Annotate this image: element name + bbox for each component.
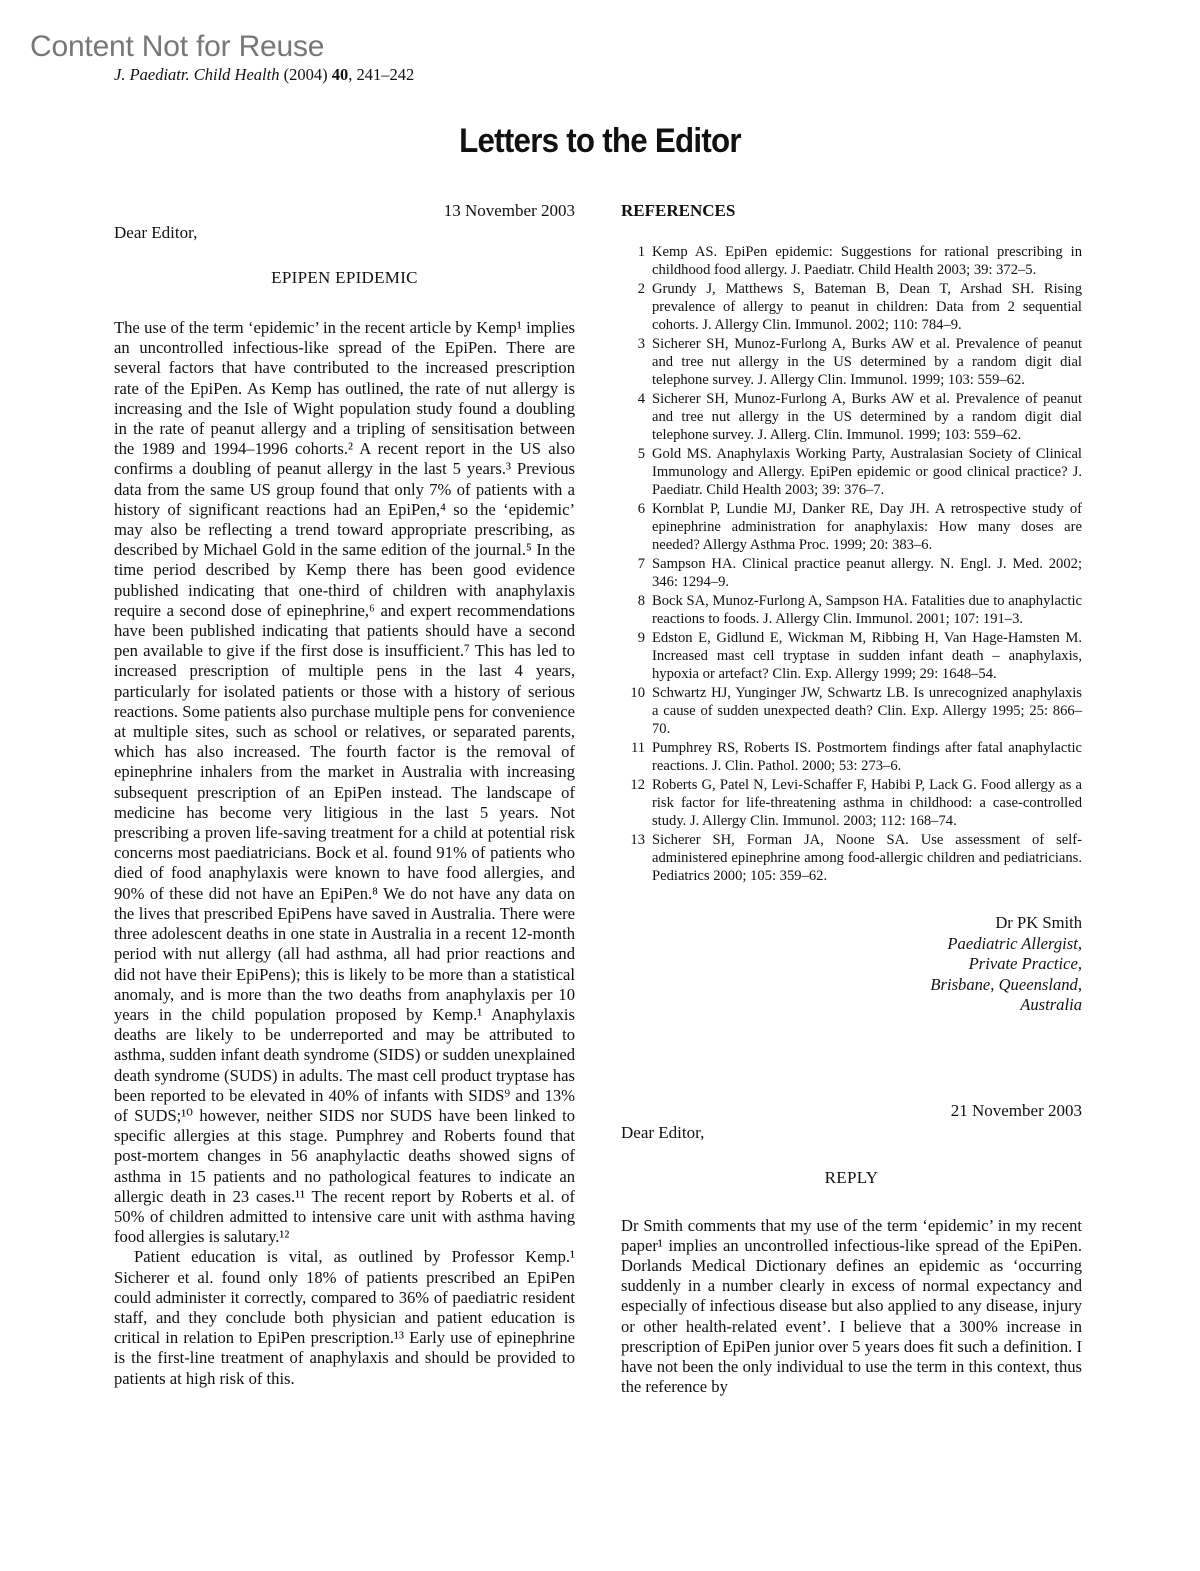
reference-text: Sicherer SH, Munoz-Furlong A, Burks AW et al. Prevalence of peanut and tree nut allergy in the US determined by a random digit dial telephone survey. J. Allergy Clin. Immunol. 1999; 103: 559–62. bbox=[652, 336, 1082, 388]
letter-paragraph-1: The use of the term ‘epidemic’ in the recent article by Kemp¹ implies an uncontrolled infectious-like spread of the EpiPen. There are several factors that have contributed to the increased prescription rate of the EpiPen. As Kemp has outlined, the rate of nut allergy is increasing and the Isle of Wight population study found a doubling in the rate of peanut allergy and a tripling of sensitisation between the 1989 and 1994–1996 cohorts.² A recent report in the US also confirms a doubling of peanut allergy in the last 5 years.³ Previous data from the same US group found that only 7% of patients with a history of significant reactions had an EpiPen,⁴ so the ‘epidemic’ may also be reflecting a trend toward appropriate prescribing, as described by Michael Gold in the same edition of the journal.⁵ In the time period described by Kemp there has been good evidence published indicating that one-third of children with anaphylaxis require a second dose of epinephrine,⁶ and expert recommendations have been published indicating that patients should have a second pen available to give if the first dose is insufficient.⁷ This has led to increased prescription of multiple pens in the last 4 years, particularly for isolated patients or those with a history of serious reactions. Some patients also purchase multiple pens for convenience at multiple sites, such as school or relatives, or separated parents, which has also increased. The fourth factor is the removal of epinephrine inhalers from the market in Australia with increasing subsequent prescription of an EpiPen instead. The landscape of medicine has become very litigious in the last 5 years. Not prescribing a proven life-saving treatment for a child at potential risk concerns most paediatricians. Bock et al. found 91% of patients who died of food anaphylaxis were known to have food allergies, and 90% of these did not have an EpiPen.⁸ We do not have any data on the lives that prescribed EpiPens have saved in Australia. There were three adolescent deaths in one state in Australia in a recent 12-month period with nut allergy (all had asthma, all had prior reactions and did not have their EpiPens); this is likely to be more than a statistical anomaly, and is more than the two deaths from anaphylaxis per 10 years in the child population proposed by Kemp.¹ Anaphylaxis deaths are likely to be underreported and may be attributed to asthma, sudden infant death syndrome (SIDS) or sudden unexplained death syndrome (SUDS) in adults. The mast cell product tryptase has been reported to be elevated in 40% of infants with SIDS⁹ and 13% of SUDS;¹⁰ however, neither SIDS nor SUDS have been linked to specific allergies at this stage. Pumphrey and Roberts found that post-mortem changes in 56 anaphylactic deaths showed signs of asthma in 15 patients and no pathological features to indicate an allergic death in 23 cases.¹¹ The recent report by Roberts et al. of 50% of children admitted to intensive care unit with asthma having food allergies is salutary.¹² bbox=[114, 318, 575, 1247]
reference-item bbox=[621, 629, 1082, 683]
reference-item bbox=[621, 500, 1082, 554]
author-affiliation-line: Private Practice, bbox=[968, 954, 1082, 973]
reference-item bbox=[621, 831, 1082, 885]
reference-item bbox=[621, 776, 1082, 830]
page-title: Letters to the Editor bbox=[459, 122, 741, 160]
watermark: Content Not for Reuse bbox=[30, 30, 325, 63]
journal-name: J. Paediatr. Child Health bbox=[114, 65, 280, 84]
reference-text: Kornblat P, Lundie MJ, Danker RE, Day JH. A retrospective study of epinephrine administration for anaphylaxis: How many doses are needed? Allergy Asthma Proc. 1999; 20: 383–6. bbox=[652, 501, 1082, 553]
reference-item bbox=[621, 592, 1082, 628]
reference-number: 9 bbox=[637, 630, 645, 646]
reference-item bbox=[621, 243, 1082, 279]
journal-citation bbox=[114, 65, 414, 85]
reference-text: Grundy J, Matthews S, Bateman B, Dean T, Arshad SH. Rising prevalence of allergy to peanut in children: Data from 2 sequential cohorts. J. Allergy Clin. Immunol. 2002; 110: 784–9. bbox=[652, 281, 1082, 333]
left-column bbox=[114, 201, 575, 1389]
reply-date: 21 November 2003 bbox=[950, 1100, 1082, 1120]
letter-paragraph-2: Patient education is vital, as outlined by Professor Kemp.¹ Sicherer et al. found only 18% of patients prescribed an EpiPen could administer it correctly, compared to 36% of paediatric resident staff, and they conclude both physician and patient education is critical in relation to EpiPen prescription.¹³ Early use of epinephrine is the first-line treatment of anaphylaxis and should be provided to patients at high risk of this. bbox=[114, 1247, 575, 1388]
reference-item bbox=[621, 335, 1082, 389]
reference-number: 11 bbox=[630, 740, 645, 756]
reference-number: 2 bbox=[637, 281, 645, 297]
reply-heading: REPLY bbox=[824, 1167, 879, 1187]
reply-salutation: Dear Editor, bbox=[621, 1122, 705, 1142]
reference-text: Sampson HA. Clinical practice peanut allergy. N. Engl. J. Med. 2002; 346: 1294–9. bbox=[652, 556, 1082, 590]
reference-item bbox=[621, 555, 1082, 591]
author-affiliation-line: Australia bbox=[1020, 995, 1082, 1014]
reference-text: Edston E, Gidlund E, Wickman M, Ribbing H, Van Hage-Hamsten M. Increased mast cell tryptase in sudden infant death – anaphylaxis, hypoxia or artefact? Clin. Exp. Allergy 1999; 29: 1648–54. bbox=[652, 630, 1082, 682]
journal-year: (2004) bbox=[283, 65, 328, 84]
reference-number: 5 bbox=[637, 446, 645, 462]
reference-item bbox=[621, 445, 1082, 499]
reference-text: Gold MS. Anaphylaxis Working Party, Australasian Society of Clinical Immunology and Allergy. EpiPen epidemic or good clinical practice? J. Paediatr. Child Health 2003; 39: 376–7. bbox=[652, 446, 1082, 498]
author-affiliation-line: Paediatric Allergist, bbox=[947, 933, 1082, 953]
reference-item bbox=[621, 684, 1082, 738]
letter-date: 13 November 2003 bbox=[443, 201, 575, 220]
journal-pages: , 241–242 bbox=[348, 65, 415, 84]
reference-item bbox=[621, 280, 1082, 334]
reference-number: 6 bbox=[637, 501, 645, 517]
author-affiliation-line: Brisbane, Queensland, bbox=[930, 974, 1082, 994]
reference-item bbox=[621, 390, 1082, 444]
reference-text: Roberts G, Patel N, Levi-Schaffer F, Habibi P, Lack G. Food allergy as a risk factor for life-threatening asthma in childhood: a case-controlled study. J. Allergy Clin. Immunol. 2003; 112: 168–74. bbox=[652, 777, 1082, 829]
references-heading: REFERENCES bbox=[621, 201, 736, 220]
reference-text: Sicherer SH, Munoz-Furlong A, Burks AW et al. Prevalence of peanut and tree nut allergy in the US determined by a random digit dial telephone survey. J. Allerg. Clin. Immunol. 1999; 103: 559–62. bbox=[652, 391, 1082, 443]
reference-text: Kemp AS. EpiPen epidemic: Suggestions for rational prescribing in childhood food allergy. J. Paediatr. Child Health 2003; 39: 372–5. bbox=[652, 244, 1082, 278]
reference-number: 12 bbox=[630, 777, 645, 793]
reference-text: Bock SA, Munoz-Furlong A, Sampson HA. Fatalities due to anaphylactic reactions to foods. J. Allergy Clin. Immunol. 2001; 107: 191–3. bbox=[652, 593, 1082, 627]
reference-number: 10 bbox=[630, 685, 645, 701]
reference-item bbox=[621, 739, 1082, 775]
reference-list bbox=[621, 243, 1082, 885]
right-column bbox=[621, 201, 1082, 1397]
reference-number: 1 bbox=[637, 244, 645, 260]
reference-number: 7 bbox=[637, 556, 645, 572]
reply-paragraph: Dr Smith comments that my use of the term ‘epidemic’ in my recent paper¹ implies an uncontrolled infectious-like spread of the EpiPen. Dorlands Medical Dictionary defines an epidemic as ‘occurring suddenly in a number clearly in excess of normal expectancy and especially of infectious disease but also applied to any disease, injury or other health-related event’. I believe that a 300% increase in prescription of EpiPen junior over 5 years does fit such a definition. I have not been the only individual to use the term in this context, thus the reference by bbox=[621, 1215, 1082, 1397]
reference-number: 13 bbox=[630, 832, 645, 848]
journal-volume: 40 bbox=[331, 65, 349, 84]
reference-text: Pumphrey RS, Roberts IS. Postmortem findings after fatal anaphylactic reactions. J. Clin. Pathol. 2000; 53: 273–6. bbox=[652, 740, 1082, 774]
letter-heading: EPIPEN EPIDEMIC bbox=[271, 268, 418, 287]
signature-block bbox=[621, 913, 1082, 1016]
reference-number: 8 bbox=[637, 593, 645, 609]
author-name: Dr PK Smith bbox=[995, 913, 1082, 932]
reference-text: Schwartz HJ, Yunginger JW, Schwartz LB. Is unrecognized anaphylaxis a cause of sudden unexpected death? Clin. Exp. Allergy 1995; 25: 866–70. bbox=[652, 685, 1082, 737]
letter-salutation: Dear Editor, bbox=[114, 223, 198, 242]
reference-number: 4 bbox=[637, 391, 645, 407]
reference-text: Sicherer SH, Forman JA, Noone SA. Use assessment of self-administered epinephrine among food-allergic children and pediatricians. Pediatrics 2000; 105: 359–62. bbox=[652, 832, 1082, 884]
reference-number: 3 bbox=[637, 336, 645, 352]
